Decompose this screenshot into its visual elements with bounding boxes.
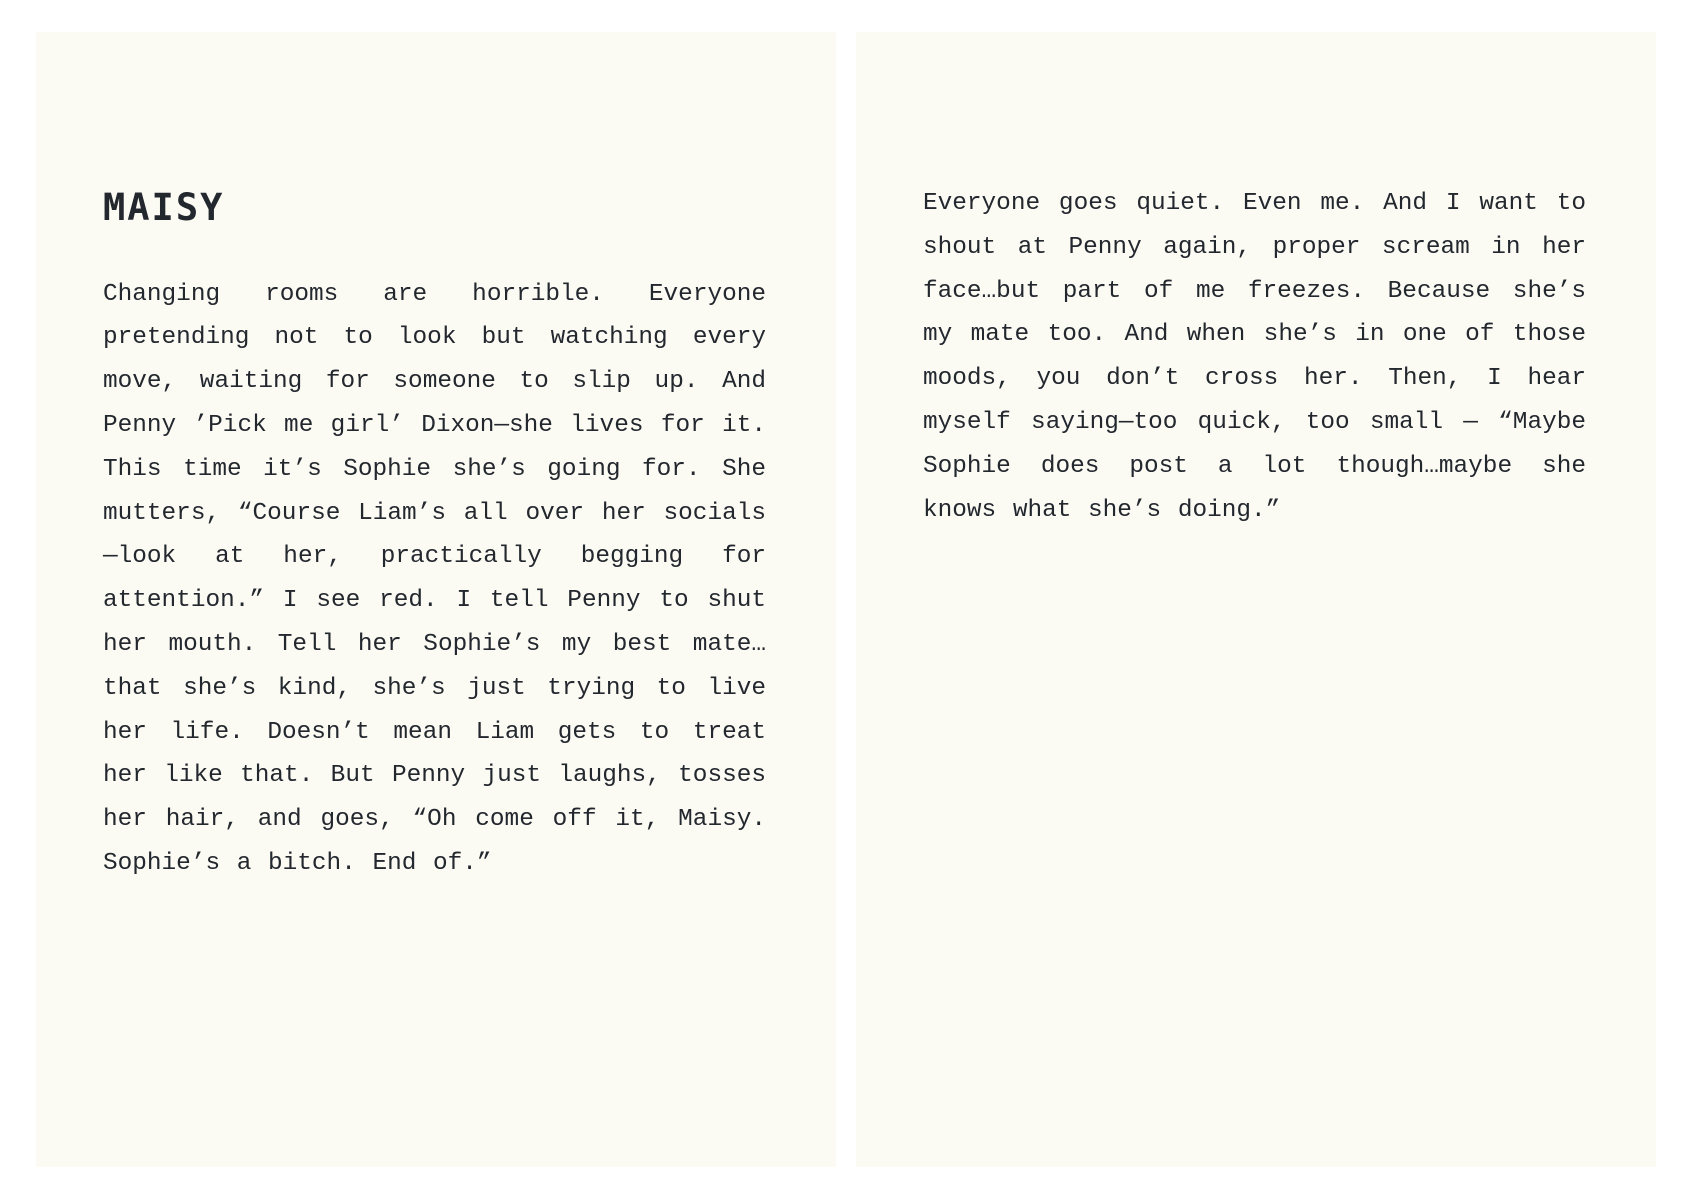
left-page-content [103,188,766,886]
chapter-heading: MAISY [103,186,225,229]
left-page [36,32,836,1167]
left-paragraph: Changing rooms are horrible. Everyone pretending not to look but watching every move, waiting for someone to slip up. And Penny ’Pick me girl’ Dixon—she lives for it. This time it’s Sophie she’s going for. She mutters, “Course Liam’s all over her socials—look at her, practically begging for attention.” I see red. I tell Penny to shut her mouth. Tell her Sophie’s my best mate…that she’s kind, she’s just trying to live her life. Doesn’t mean Liam gets to treat her like that. But Penny just laughs, tosses her hair, and goes, “Oh come off it, Maisy. Sophie’s a bitch. End of.” [103,280,766,878]
right-page-content [923,182,1586,532]
right-page [856,32,1656,1167]
right-paragraph: Everyone goes quiet. Even me. And I want to shout at Penny again, proper scream in her face…but part of me freezes. Because she’s my mate too. And when she’s in one of those moods, you don’t cross her. Then, I hear myself saying—too quick, too small — “Maybe Sophie does post a lot though…maybe she knows what she’s doing.” [923,190,1586,524]
